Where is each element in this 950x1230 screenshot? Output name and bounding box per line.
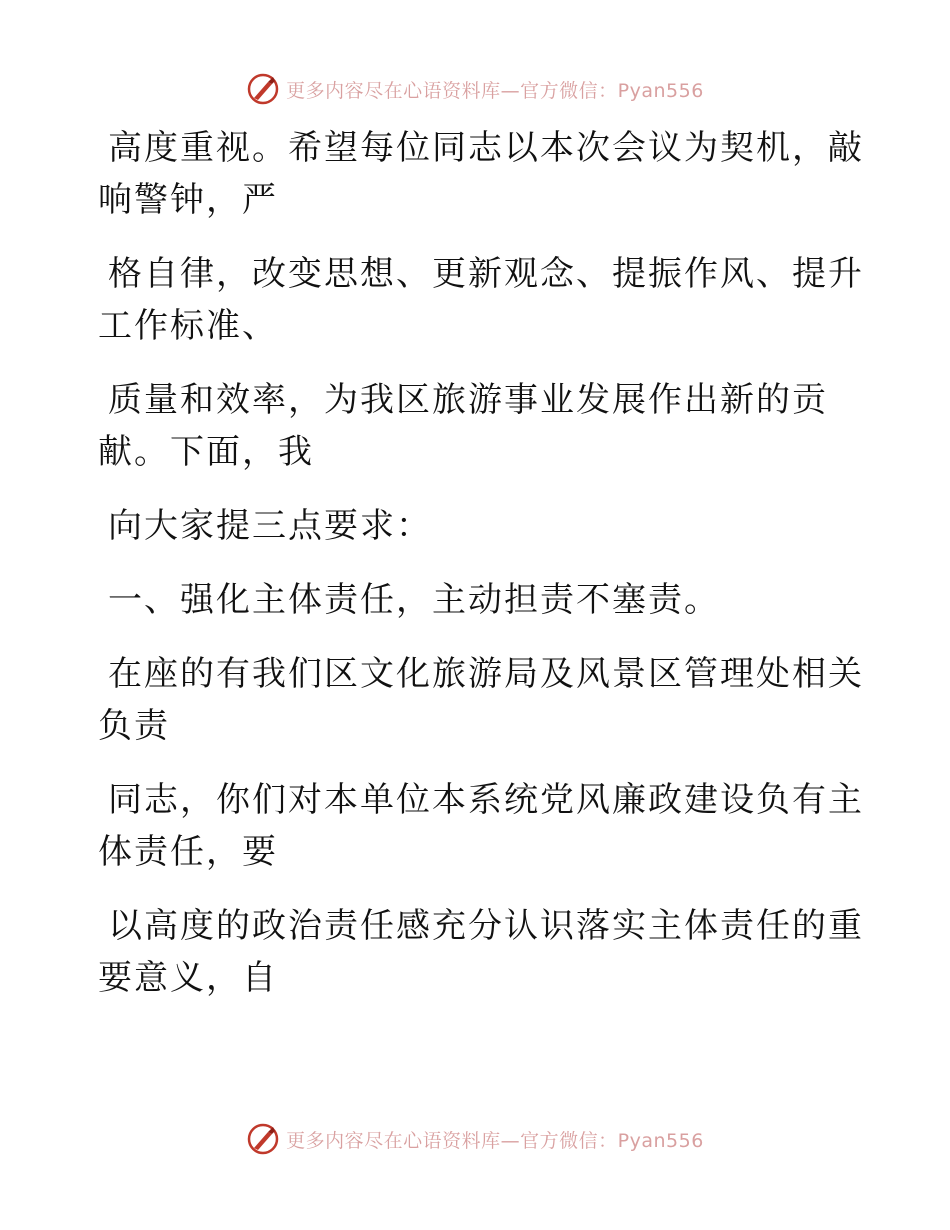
paragraph	[98, 374, 838, 478]
text-line: 要意义，自	[98, 958, 278, 998]
text-line: 响警钟，严	[98, 180, 278, 220]
watermark-footer	[0, 1122, 950, 1156]
paragraph	[98, 500, 838, 552]
text-line: 同志，你们对本单位本系统党风廉政建设负有主	[108, 780, 864, 820]
watermark-text: 更多内容尽在心语资料库—官方微信：Pyan556	[286, 79, 704, 102]
text-line: 格自律，改变思想、更新观念、提振作风、提升	[108, 254, 864, 294]
section-heading	[98, 574, 838, 626]
text-line: 向大家提三点要求：	[108, 506, 432, 546]
pen-logo-icon	[246, 1122, 280, 1156]
text-line: 一、强化主体责任，主动担责不塞责。	[108, 580, 720, 620]
text-line: 体责任，要	[98, 832, 278, 872]
watermark-header	[0, 72, 950, 106]
text-line: 高度重视。希望每位同志以本次会议为契机，敲	[108, 128, 864, 168]
paragraph	[98, 648, 864, 752]
document-body	[98, 122, 864, 1026]
paragraph	[98, 122, 864, 226]
paragraph	[98, 248, 864, 352]
pen-logo-icon	[246, 72, 280, 106]
text-line: 负责	[98, 706, 170, 746]
text-line: 工作标准、	[98, 306, 278, 346]
paragraph	[98, 774, 864, 878]
text-line: 以高度的政治责任感充分认识落实主体责任的重	[108, 906, 864, 946]
text-line: 在座的有我们区文化旅游局及风景区管理处相关	[108, 654, 864, 694]
text-line: 质量和效率，为我区旅游事业发展作出新的贡	[108, 380, 828, 420]
text-line: 献。下面，我	[98, 432, 314, 472]
watermark-text: 更多内容尽在心语资料库—官方微信：Pyan556	[286, 1129, 704, 1152]
paragraph	[98, 900, 864, 1004]
